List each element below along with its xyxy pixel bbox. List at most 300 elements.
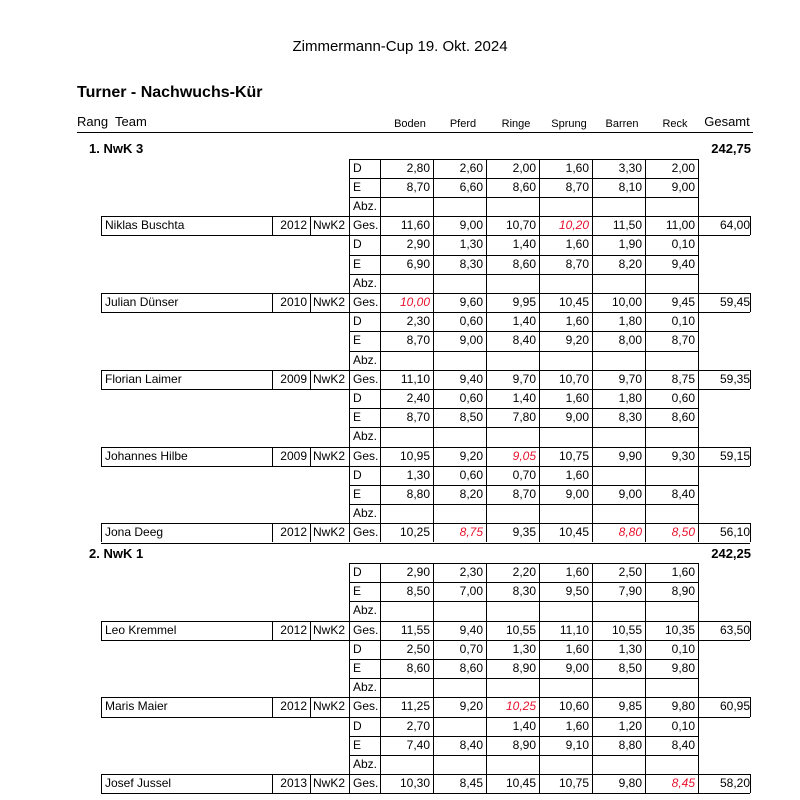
score-cell [486,351,536,370]
score-cell: 8,50 [459,410,483,425]
score-cell: 3,30 [618,160,642,175]
score-cell: 8,45 [671,776,695,791]
gymnast-total: 59,35 [719,371,750,386]
grid-vline [539,640,540,717]
score-cell: 8,60 [671,410,695,425]
gymnast-line [101,774,750,775]
score-cell: 10,70 [505,218,536,233]
row-label-d: D [353,160,362,175]
score-cell [592,504,642,523]
grid-vline [645,159,646,236]
grid-vline [486,312,487,389]
score-cell [645,678,695,697]
score-cell: 10,45 [558,294,589,309]
score-cell [592,427,642,446]
score-cell: 0,60 [459,314,483,329]
score-cell: 2,50 [406,641,430,656]
score-cell: 9,80 [618,776,642,791]
score-cell: 10,55 [505,622,536,637]
grid-vline [592,235,593,312]
score-cell [645,427,695,446]
score-cell: 7,00 [459,584,483,599]
row-label-abz: Abz. [353,680,378,695]
header-pferd: Pferd [449,118,477,130]
score-cell: 10,55 [611,622,642,637]
score-cell: 1,60 [565,565,589,579]
score-cell [486,601,536,620]
score-cell: 8,40 [459,737,483,752]
score-cell: 8,70 [512,486,536,501]
score-cell [539,351,589,370]
grid-vline [380,717,381,794]
gymnast-vline [310,216,311,235]
gymnast-vline [272,293,273,312]
score-cell [380,351,430,370]
score-cell: 1,40 [512,237,536,252]
score-cell: 9,95 [512,294,536,309]
score-cell: 9,10 [565,737,589,752]
score-cell: 2,40 [406,390,430,405]
grid-vline [645,640,646,717]
score-cell [433,274,483,293]
gymnast-vline [310,370,311,389]
gymnast-total: 63,50 [719,622,750,637]
score-cell: 8,80 [406,486,430,501]
grid-vline [645,235,646,312]
grid-vline [698,389,699,466]
grid-vline [486,389,487,466]
gymnast-total: 64,00 [719,218,750,233]
grid-vline [486,717,487,794]
score-cell: 9,45 [671,294,695,309]
gymnast-line [101,697,750,698]
score-cell [486,274,536,293]
score-cell: 1,60 [565,314,589,329]
gymnast-total: 59,45 [719,294,750,309]
score-cell: 11,00 [665,218,695,233]
grid-vline [539,717,540,794]
score-cell [539,755,589,774]
score-cell: 8,30 [512,584,536,599]
score-cell [433,601,483,620]
grid-vline [349,159,350,236]
score-cell: 10,75 [558,448,589,463]
score-cell [486,504,536,523]
gymnast-year: 2013 [280,776,307,791]
grid-vline [539,389,540,466]
score-cell: 8,60 [459,661,483,675]
header-rang: Rang [77,114,109,129]
score-cell [592,678,642,697]
score-cell: 8,40 [671,737,695,752]
gymnast-vline [101,447,102,466]
score-cell: 10,60 [558,699,589,714]
gymnast-total: 56,10 [719,525,750,540]
score-cell: 8,45 [459,776,483,791]
score-cell [380,678,430,697]
score-cell: 1,40 [512,718,536,733]
header-gesamt: Gesamt [704,114,750,129]
gymnast-name: Florian Laimer [105,371,182,386]
score-cell: 0,60 [459,390,483,405]
score-cell: 10,25 [505,699,536,714]
score-cell: 8,50 [618,661,642,675]
row-label-ges: Ges. [353,371,379,386]
row-label-abz: Abz. [353,352,378,367]
gymnast-total: 59,15 [719,448,750,463]
gymnast-vline [101,621,102,640]
header-sprung: Sprung [551,118,587,130]
score-cell: 9,00 [565,410,589,425]
gymnast-vline [750,370,751,389]
score-cell: 10,75 [558,776,589,791]
score-cell: 9,90 [618,448,642,463]
grid-vline [645,312,646,389]
grid-vline [486,563,487,640]
score-cell [645,351,695,370]
gymnast-vline [272,774,273,793]
row-label-e: E [353,486,362,501]
score-cell: 1,80 [618,390,642,405]
gymnast-year: 2012 [280,699,307,714]
score-cell: 1,30 [459,237,483,252]
score-cell [380,504,430,523]
gymnast-vline [272,447,273,466]
score-cell: 2,30 [406,314,430,329]
score-cell: 9,05 [512,448,536,463]
header-reck: Reck [662,118,688,130]
team-name: 1. NwK 3 [89,141,144,156]
gymnast-name: Johannes Hilbe [105,448,188,463]
row-label-ges: Ges. [353,525,379,540]
row-label-d: D [353,718,362,733]
row-label-e: E [353,333,362,348]
grid-vline [380,312,381,389]
score-cell: 8,00 [618,333,642,348]
gymnast-class: NwK2 [313,525,346,540]
score-cell: 9,40 [671,256,695,271]
grid-vline [433,640,434,717]
gymnast-vline [310,697,311,716]
score-cell [380,427,430,446]
score-cell: 6,90 [406,256,430,271]
score-cell: 11,60 [400,218,430,233]
gymnast-line [101,523,750,524]
score-cell [433,755,483,774]
score-cell: 0,10 [671,641,695,656]
score-cell: 2,30 [459,565,483,579]
score-cell: 8,30 [618,410,642,425]
score-cell: 9,00 [671,179,695,194]
score-cell: 1,20 [618,718,642,733]
score-cell: 8,60 [512,256,536,271]
score-cell: 9,00 [565,486,589,501]
grid-vline [433,389,434,466]
score-cell: 10,25 [399,525,430,540]
gymnast-vline [272,523,273,542]
score-cell: 0,60 [671,390,695,405]
gymnast-line-bottom [101,793,750,794]
score-cell [645,197,695,216]
row-label-ges: Ges. [353,776,379,791]
score-cell: 9,00 [565,661,589,675]
gymnast-vline [272,216,273,235]
score-cell [433,504,483,523]
score-cell: 1,90 [618,237,642,252]
row-label-e: E [353,410,362,425]
gymnast-line [101,370,750,371]
gymnast-line [101,621,750,622]
score-cell: 9,80 [671,661,695,675]
row-label-e: E [353,661,362,675]
gymnast-vline [272,370,273,389]
gymnast-vline [310,621,311,640]
gymnast-vline [272,621,273,640]
score-cell: 10,20 [558,218,589,233]
grid-vline [380,159,381,236]
gymnast-name: Josef Jussel [105,776,172,791]
score-cell: 8,40 [512,333,536,348]
score-cell: 1,40 [512,314,536,329]
score-cell: 2,70 [406,718,430,733]
row-label-ges: Ges. [353,622,379,637]
score-cell: 0,60 [459,467,483,482]
score-cell [380,274,430,293]
row-label-abz: Abz. [353,506,378,521]
score-cell [486,427,536,446]
score-cell [433,351,483,370]
score-cell: 2,00 [512,160,536,175]
grid-vline [433,563,434,640]
score-cell: 8,75 [671,371,695,386]
grid-vline [486,235,487,312]
score-cell [539,274,589,293]
score-cell: 0,70 [512,467,536,482]
header-rule [77,132,753,133]
row-label-d: D [353,641,362,656]
row-label-ges: Ges. [353,294,379,309]
grid-vline [380,235,381,312]
gymnast-year: 2012 [280,218,307,233]
score-cell: 8,80 [618,525,642,540]
grid-vline [539,312,540,389]
score-cell: 9,40 [459,622,483,637]
grid-vline [380,640,381,717]
score-cell: 10,00 [399,294,430,309]
score-cell: 10,45 [558,525,589,540]
score-cell: 2,20 [512,565,536,579]
team-header [77,140,753,158]
grid-vline [698,563,699,640]
grid-vline [349,640,350,717]
score-cell: 11,10 [559,622,589,637]
grid-vline [380,389,381,466]
score-cell: 7,90 [618,584,642,599]
header-team: Team [115,114,147,129]
grid-vline [433,717,434,794]
grid-vline [433,312,434,389]
gymnast-year: 2012 [280,525,307,540]
score-cell: 2,80 [406,160,430,175]
grid-vline [539,466,540,543]
row-label-d: D [353,390,362,405]
grid-vline [592,312,593,389]
gymnast-name: Jona Deeg [105,525,164,540]
row-label-d: D [353,237,362,252]
score-cell: 9,50 [565,584,589,599]
gymnast-vline [750,216,751,235]
score-cell [539,427,589,446]
score-cell: 8,70 [565,256,589,271]
gymnast-line [101,216,750,217]
score-cell [433,717,483,736]
grid-vline [349,235,350,312]
grid-vline [539,563,540,640]
gymnast-vline [750,697,751,716]
gymnast-class: NwK2 [313,218,346,233]
grid-vline [349,466,350,543]
gymnast-year: 2009 [280,448,307,463]
grid-vline [380,466,381,543]
score-cell: 8,20 [459,486,483,501]
row-label-abz: Abz. [353,275,378,290]
grid-vline [433,159,434,236]
row-label-e: E [353,737,362,752]
score-cell [380,197,430,216]
score-cell [592,601,642,620]
grid-vline [539,159,540,236]
score-cell: 9,00 [459,218,483,233]
score-cell [539,197,589,216]
gymnast-vline [750,621,751,640]
score-cell: 1,60 [565,160,589,175]
score-cell [592,351,642,370]
grid-vline [349,717,350,794]
row-label-ges: Ges. [353,699,379,714]
row-label-d: D [353,565,362,579]
score-cell: 8,20 [618,256,642,271]
gymnast-vline [101,216,102,235]
gymnast-vline [310,523,311,542]
gymnast-vline [750,774,751,793]
gymnast-class: NwK2 [313,699,346,714]
score-cell [486,755,536,774]
score-cell: 1,40 [512,390,536,405]
grid-vline [486,159,487,236]
row-label-abz: Abz. [353,603,378,618]
score-cell: 1,60 [565,237,589,252]
score-cell: 1,60 [565,390,589,405]
gymnast-vline [750,523,751,542]
grid-vline [645,717,646,794]
grid-vline [433,466,434,543]
gymnast-vline [310,774,311,793]
gymnast-class: NwK2 [313,622,346,637]
grid-vline [698,717,699,794]
score-cell: 9,80 [671,699,695,714]
score-cell: 8,70 [406,410,430,425]
gymnast-class: NwK2 [313,294,346,309]
gymnast-total: 58,20 [719,776,750,791]
score-cell: 8,75 [459,525,483,540]
gymnast-name: Julian Dünser [105,294,179,309]
score-cell: 9,00 [618,486,642,501]
gymnast-class: NwK2 [313,448,346,463]
header-ringe: Ringe [501,118,531,130]
score-cell: 1,30 [512,641,536,656]
score-cell: 10,00 [611,294,642,309]
score-cell: 10,35 [664,622,695,637]
gymnast-vline [101,774,102,793]
score-cell: 9,70 [512,371,536,386]
score-cell: 8,70 [406,333,430,348]
score-cell: 8,90 [671,584,695,599]
gymnast-class: NwK2 [313,371,346,386]
gymnast-vline [272,697,273,716]
grid-vline [645,563,646,640]
score-cell: 2,50 [618,565,642,579]
section-title: Turner - Nachwuchs-Kür [77,84,263,101]
team-total: 242,25 [711,545,751,561]
gymnast-year: 2012 [280,622,307,637]
gymnast-year: 2010 [280,294,307,309]
grid-vline [645,466,646,543]
score-cell: 7,40 [406,737,430,752]
grid-vline [592,466,593,543]
grid-vline [698,640,699,717]
score-cell [433,427,483,446]
header-boden: Boden [394,118,426,130]
score-cell: 8,70 [671,333,695,348]
score-cell: 9,35 [512,525,536,540]
grid-vline [349,389,350,466]
score-cell: 1,60 [565,718,589,733]
row-label-e: E [353,179,362,194]
grid-vline [539,235,540,312]
score-cell: 9,20 [459,448,483,463]
score-cell [592,755,642,774]
score-cell: 2,00 [671,160,695,175]
score-cell [539,678,589,697]
gymnast-vline [101,523,102,542]
score-cell [539,601,589,620]
team-total: 242,75 [711,141,751,156]
score-cell: 11,10 [400,371,430,386]
row-label-ges: Ges. [353,448,379,463]
gymnast-vline [101,697,102,716]
score-cell: 9,40 [459,371,483,386]
gymnast-vline [101,293,102,312]
row-label-d: D [353,314,362,329]
grid-vline [592,717,593,794]
score-cell: 8,90 [512,737,536,752]
grid-vline [592,389,593,466]
grid-vline [349,312,350,389]
grid-vline [698,466,699,543]
score-cell: 1,30 [618,641,642,656]
gymnast-total: 60,95 [719,699,750,714]
score-cell: 9,60 [459,294,483,309]
score-cell: 8,30 [459,256,483,271]
score-cell: 1,30 [406,467,430,482]
score-cell: 1,60 [565,641,589,656]
row-label-d: D [353,467,362,482]
gymnast-vline [750,447,751,466]
score-cell: 8,70 [565,179,589,194]
score-cell: 2,90 [406,565,430,579]
header-barren: Barren [605,118,639,130]
score-cell: 10,45 [505,776,536,791]
